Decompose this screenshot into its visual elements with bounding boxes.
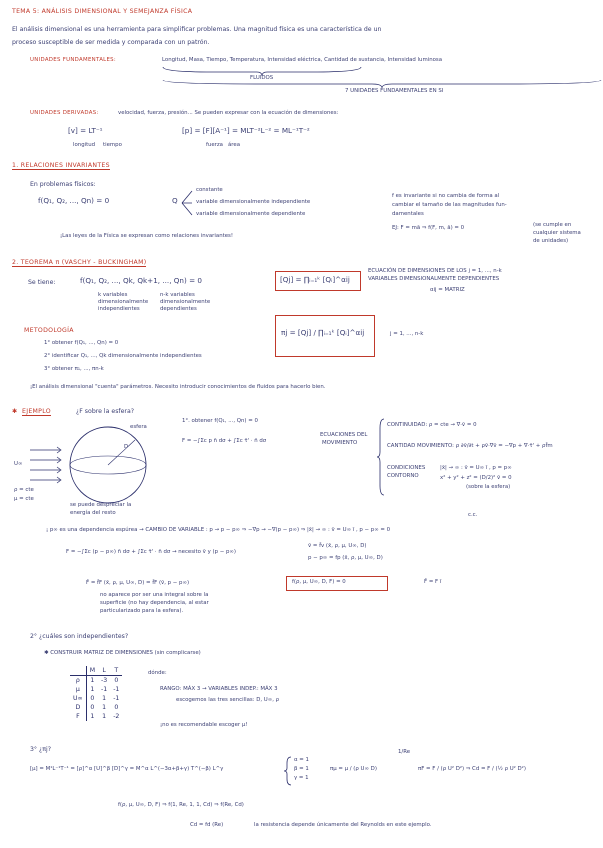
ex-sys-3: γ = 1 xyxy=(294,775,309,781)
si-brace xyxy=(162,80,602,88)
s2-box-2-right: j = 1, ..., n-k xyxy=(390,331,424,337)
example-label: EJEMPLO xyxy=(22,408,51,415)
eq-pressure-sub-1: fuerza xyxy=(206,142,223,148)
ex-step-1: 1°. obtener f(Q₁, ..., Qn) = 0 xyxy=(182,418,258,424)
matrix-cell: 1 xyxy=(102,713,107,720)
s1-q-symbol: Q xyxy=(172,196,178,205)
matrix-cell: -2 xyxy=(113,713,120,720)
matrix-cell: 1 xyxy=(86,676,98,686)
s2-k-3: independientes xyxy=(98,306,140,312)
example-star: ✱ xyxy=(12,408,18,415)
der-units-text: velocidad, fuerza, presión... Se pueden expresar con la ecuación de dimensiones: xyxy=(118,110,339,116)
fluidos-label: FLUIDOS xyxy=(250,75,274,81)
matrix-cell: -3 xyxy=(101,677,108,684)
s1-example-note-1: (se cumple en xyxy=(533,222,572,228)
s2-right-1: ECUACIÓN DE DIMENSIONES DE LOS j = 1, ..., n-k xyxy=(368,268,502,274)
matrix-cell: 1 xyxy=(86,685,98,694)
s1-function: f(Q₁, Q₂, ..., Qn) = 0 xyxy=(38,196,110,205)
ex-final-2: Cd = fd (Re) xyxy=(190,822,224,828)
ex-cond-b: x² + y² + z² = (D/2)² v̄ = 0 xyxy=(440,475,512,481)
si-note: 7 UNIDADES FUNDAMENTALES EN SI xyxy=(345,88,444,94)
ex-continuity: CONTINUIDAD: ρ = cte → ∇·v̄ = 0 xyxy=(387,422,477,428)
ex-cond-1: CONDICIONES xyxy=(387,465,426,471)
s2-step-1: 1° obtener f(Q₁, ..., Qn) = 0 xyxy=(44,340,119,346)
s2-se-tiene: Se tiene: xyxy=(28,279,56,286)
s1-right-2: cambiar el tamaño de las magnitudes fun- xyxy=(392,202,507,208)
matrix-cell: -1 xyxy=(113,695,120,702)
matrix-cell: -1 xyxy=(101,686,108,693)
ex-sys-1: α = 1 xyxy=(294,757,309,763)
example-question: ¿F sobre la esfera? xyxy=(76,408,135,415)
ex-p-fn: p − p∞ = fp (x̄, ρ, μ, U∞, D) xyxy=(308,555,383,561)
u-inf-label: U∞ xyxy=(14,461,23,467)
ex-f-box-text: f(ρ, μ, U∞, D, F) = 0 xyxy=(292,579,346,585)
matrix-row-label: U∞ xyxy=(73,695,83,702)
fund-units-label: UNIDADES FUNDAMENTALES: xyxy=(30,57,117,63)
s1-example-note-3: de unidades) xyxy=(533,238,569,244)
matrix-row-label: ρ xyxy=(75,677,80,684)
s2-function: f(Q₁, Q₂, ..., Qk, Qk+1, ..., Qn) = 0 xyxy=(80,276,202,285)
matrix-cell: 0 xyxy=(86,694,98,703)
ex-force-eq-2: F = −∫Σc (p − p∞) n̄ dσ + ∫Σc τ̄' · n̄ dσ → necesito v̄ y (p − p∞) xyxy=(66,549,236,555)
s1-right-1: f es invariante si no cambia de forma al xyxy=(392,193,500,199)
ex-no-mu: ¡no es recomendable escoger μ! xyxy=(160,722,248,728)
matrix-cell: 0 xyxy=(114,704,119,711)
ex-step-3: 3° ¿πj? xyxy=(30,746,52,753)
ex-p-inf-line: ¡ p∞ es una dependencia espúrea → CAMBIO DE VARIABLE : p → p − p∞ ⇒ −∇p → −∇(p − p∞) ⇒ |x̄| → ∞ : v̄ = U∞ ī , p − p∞ = 0 xyxy=(46,527,391,533)
ex-f-fn: F̄ = f̄F (x̄, ρ, μ, U∞, D) = f̄F (v̄, p − p∞) xyxy=(86,580,190,586)
s1-laws-note: ¡Las leyes de la Física se expresan como relaciones invariantes! xyxy=(60,233,234,239)
s2-nk-3: dependientes xyxy=(160,306,197,312)
ex-reynolds: 1/Re xyxy=(398,749,411,755)
matrix-cell: 1 xyxy=(102,704,107,711)
ex-ec-2: MOVIMIENTO xyxy=(322,440,358,446)
matrix-cell: 1 xyxy=(86,712,98,721)
s1-example-note-2: cualquier sistema xyxy=(533,230,581,236)
page-title: TEMA 5: ANÁLISIS DIMENSIONAL Y SEMEJANZA FÍSICA xyxy=(12,8,193,15)
s2-nk-2: dimensionalmente xyxy=(160,299,211,305)
matrix-row-label: μ xyxy=(75,686,80,693)
ex-rango: RANGO: MÁX 3 → VARIABLES INDEP.: MÁX 3 xyxy=(160,686,278,692)
eq-velocity-sub-2: tiempo xyxy=(103,142,122,148)
despreciar-2: energía del resto xyxy=(70,510,116,516)
ex-dim-eq: [μ] = M¹L⁻¹T⁻¹ = [ρ]^α [U]^β [D]^γ = M^α L^(−3α+β+γ) T^(−β) L^γ xyxy=(30,766,224,772)
s1-line-1: En problemas físicos: xyxy=(30,181,96,188)
matrix-header-L: L xyxy=(98,666,110,676)
ex-cond-2: CONTORNO xyxy=(387,473,419,479)
s1-example: EJ: F = mā ⇒ f(F, m, ā) = 0 xyxy=(392,225,465,231)
matrix-header-blank xyxy=(70,666,86,676)
matrix-header-M: M xyxy=(86,666,98,676)
ex-escogemos: escogemos las tres sencillas: D, U∞, ρ xyxy=(176,697,280,703)
ex-pi-f: πF = F / (ρ U² D²) ⇒ Cd = F / (½ ρ U² D²) xyxy=(418,766,526,772)
matrix-cell: 1 xyxy=(102,695,107,702)
ex-f-note-3: particularizado para la esfera). xyxy=(100,608,184,614)
fund-units-list: Longitud, Masa, Tiempo, Temperatura, Intensidad eléctrica, Cantidad de sustancia, Intensidad luminosa xyxy=(162,57,443,63)
ex-force-eq: F = −∫Σc p n̄ dσ + ∫Σc τ̄' · n̄ dσ xyxy=(182,438,267,444)
ex-sys-2: β = 1 xyxy=(294,766,309,772)
matrix-row-label: F xyxy=(76,713,80,720)
s1-brace-top: constante xyxy=(196,187,223,193)
s2-step-3: 3° obtener π₁, ..., πn-k xyxy=(44,366,104,372)
ex-pi-mu: πμ = μ / (ρ U∞ D) xyxy=(330,766,377,772)
ex-sys-brace xyxy=(284,756,292,786)
s1-brace-bot: variable dimensionalmente dependiente xyxy=(196,211,306,217)
intro-line-1: El análisis dimensional es una herramienta para simplificar problemas. Una magnitud física es una característica de un xyxy=(12,26,382,33)
despreciar-1: se puede despreciar la xyxy=(70,502,132,508)
s2-k-1: k variables xyxy=(98,292,128,298)
s2-box-1-text: [Qj] = ∏ᵢ₌₁ᵏ [Qᵢ]^αij xyxy=(280,275,350,284)
s2-alpha: αij = MATRIZ xyxy=(430,287,465,293)
s2-nk-1: n-k variables xyxy=(160,292,195,298)
s2-step-2: 2° identificar Q₁, ..., Qk dimensionalmente independientes xyxy=(44,353,202,359)
section-1-heading: 1. RELACIONES INVARIANTES xyxy=(12,162,110,169)
ex-final-1: f(ρ, μ, U∞, D, F) ⇒ f(1, Re, 1, 1, Cd) ⇒ f(Re, Cd) xyxy=(118,802,244,808)
matrix-cell: 0 xyxy=(86,703,98,712)
ex-cc: c.c. xyxy=(468,512,478,518)
ex-cond-c: (sobre la esfera) xyxy=(466,484,511,490)
ex-f-vector: F̄ = F ī xyxy=(424,579,442,585)
diameter-label: D xyxy=(124,444,129,450)
s2-k-2: dimensionalmente xyxy=(98,299,149,305)
eq-pressure: [p] = [F][A⁻¹] = MLT⁻²L⁻² = ML⁻¹T⁻² xyxy=(182,126,310,135)
section-2-heading: 2. TEOREMA π (VASCHY - BUCKINGHAM) xyxy=(12,259,147,266)
s1-right-3: damentales xyxy=(392,211,424,217)
rho-const: ρ = cte xyxy=(14,487,34,493)
eq-velocity-sub-1: longitud xyxy=(73,142,96,148)
eq-velocity: [v] = LT⁻¹ xyxy=(68,126,103,135)
s2-metodologia: METODOLOGÍA xyxy=(24,327,74,334)
matrix-row-label: D xyxy=(75,704,81,711)
der-units-label: UNIDADES DERIVADAS: xyxy=(30,110,99,116)
ex-momentum: CANTIDAD MOVIMIENTO: ρ ∂v̄/∂t + ρv̄·∇v̄ = −∇p + ∇·τ̄' + ρf̄m xyxy=(387,443,553,449)
ex-final-2-note: la resistencia depende únicamente del Reynolds en este ejemplo. xyxy=(254,822,432,828)
matrix-header-T: T xyxy=(110,666,122,676)
ex-f-note-1: no aparece por ser una integral sobre la xyxy=(100,592,209,598)
ex-eq-brace xyxy=(377,418,385,496)
matrix-cell: 0 xyxy=(114,677,119,684)
ex-ec-1: ECUACIONES DEL xyxy=(320,432,368,438)
ex-cond-a: |x̄| → ∞ : v̄ = U∞ ī , p = p∞ xyxy=(440,465,512,471)
ex-donde: dónde: xyxy=(148,670,167,676)
s1-brace-mid: variable dimensionalmente independiente xyxy=(196,199,311,205)
ex-step-2: 2° ¿cuáles son independientes? xyxy=(30,633,129,640)
intro-line-2: proceso susceptible de ser medida y comparada con un patrón. xyxy=(12,39,210,46)
s2-note: ¡El análisis dimensional "cuenta" parámetros. Necesito introducir conocimientos de fluidos para hacerlo bien. xyxy=(30,384,326,390)
s1-brace-arrows xyxy=(180,188,194,218)
mu-const: μ = cte xyxy=(14,496,34,502)
dimension-matrix xyxy=(70,666,122,721)
s2-right-2: VARIABLES DIMENSIONALMENTE DEPENDIENTES xyxy=(368,276,500,282)
ex-construir: ✱ CONSTRUIR MATRIZ DE DIMENSIONES (sin complicarse) xyxy=(44,650,201,656)
matrix-cell: -1 xyxy=(113,686,120,693)
s2-box-2-text: πj = [Qj] / ∏ᵢ₌₁ᵏ [Qᵢ]^αij xyxy=(281,328,365,337)
eq-pressure-sub-2: área xyxy=(228,142,241,148)
ex-f-note-2: superficie (no hay dependencia, al estar xyxy=(100,600,209,606)
sphere-label: esfera xyxy=(130,424,147,430)
ex-v-fn: v̄ = f̄v (x̄, ρ, μ, U∞, D) xyxy=(308,543,367,549)
